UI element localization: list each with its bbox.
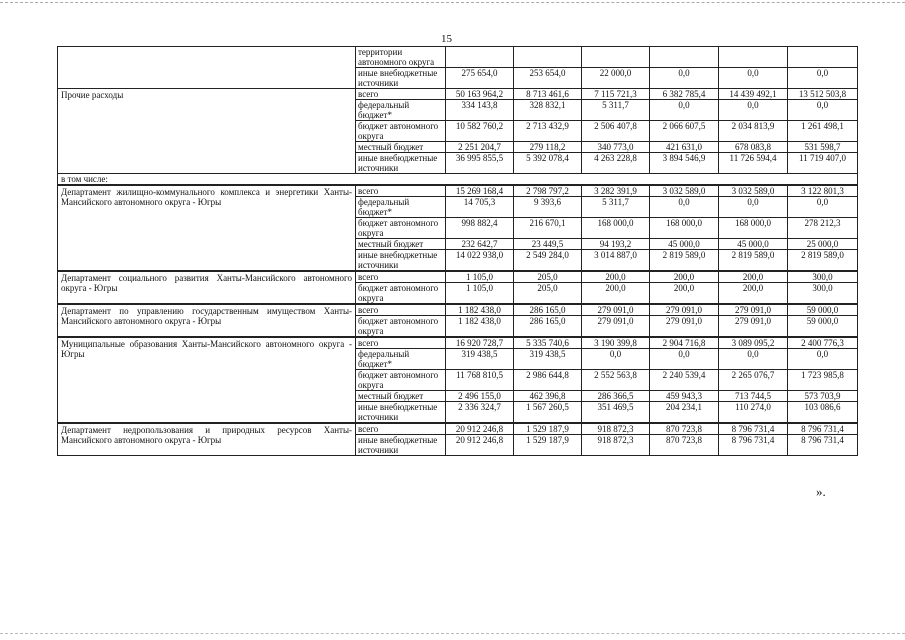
value-cell: 11 719 407,0	[788, 153, 858, 174]
closing-quote: ».	[816, 484, 826, 499]
value-cell: 2 240 539,4	[650, 370, 719, 391]
source-cell: всего	[356, 185, 446, 197]
value-cell: 2 819 589,0	[650, 250, 719, 272]
value-cell: 20 912 246,8	[446, 435, 514, 456]
value-cell: 8 796 731,4	[719, 423, 788, 435]
source-cell: федеральный бюджет*	[356, 349, 446, 370]
value-cell: 200,0	[719, 283, 788, 305]
value-cell: 168 000,0	[719, 218, 788, 239]
value-cell: 918 872,3	[582, 423, 650, 435]
value-cell: 5 311,7	[582, 100, 650, 121]
value-cell: 200,0	[582, 271, 650, 283]
value-cell: 45 000,0	[650, 239, 719, 250]
value-cell: 1 723 985,8	[788, 370, 858, 391]
value-cell: 59 000,0	[788, 316, 858, 338]
value-cell: 59 000,0	[788, 304, 858, 316]
value-cell: 278 212,3	[788, 218, 858, 239]
source-cell: всего	[356, 271, 446, 283]
value-cell: 6 382 785,4	[650, 89, 719, 100]
value-cell: 200,0	[650, 283, 719, 305]
budget-table	[57, 46, 858, 456]
value-cell	[650, 47, 719, 68]
value-cell: 2 400 776,3	[788, 337, 858, 349]
value-cell: 1 105,0	[446, 283, 514, 305]
value-cell: 300,0	[788, 271, 858, 283]
value-cell: 279 091,0	[650, 316, 719, 338]
value-cell: 328 832,1	[514, 100, 582, 121]
value-cell: 0,0	[650, 68, 719, 89]
value-cell: 275 654,0	[446, 68, 514, 89]
value-cell: 713 744,5	[719, 391, 788, 402]
value-cell: 2 819 589,0	[788, 250, 858, 272]
value-cell: 1 261 498,1	[788, 121, 858, 142]
value-cell: 286 165,0	[514, 316, 582, 338]
value-cell: 3 122 801,3	[788, 185, 858, 197]
source-cell: бюджет автономного округа	[356, 218, 446, 239]
value-cell: 0,0	[788, 349, 858, 370]
table-row	[58, 47, 858, 68]
value-cell: 0,0	[719, 349, 788, 370]
value-cell: 3 014 887,0	[582, 250, 650, 272]
value-cell: 4 263 228,8	[582, 153, 650, 174]
group-title: Прочие расходы	[58, 89, 356, 174]
value-cell: 0,0	[788, 197, 858, 218]
value-cell: 3 089 095,2	[719, 337, 788, 349]
value-cell: 531 598,7	[788, 142, 858, 153]
value-cell: 0,0	[719, 68, 788, 89]
value-cell: 279 091,0	[582, 316, 650, 338]
source-cell: местный бюджет	[356, 239, 446, 250]
value-cell: 253 654,0	[514, 68, 582, 89]
value-cell: 2 265 076,7	[719, 370, 788, 391]
source-cell: бюджет автономного округа	[356, 316, 446, 338]
value-cell: 1 529 187,9	[514, 423, 582, 435]
value-cell: 459 943,3	[650, 391, 719, 402]
value-cell: 2 819 589,0	[719, 250, 788, 272]
value-cell: 103 086,6	[788, 402, 858, 424]
value-cell: 2 798 797,2	[514, 185, 582, 197]
source-cell: федеральный бюджет*	[356, 197, 446, 218]
value-cell: 0,0	[788, 68, 858, 89]
value-cell: 2 336 324,7	[446, 402, 514, 424]
value-cell: 25 000,0	[788, 239, 858, 250]
source-cell: бюджет автономного округа	[356, 283, 446, 305]
value-cell: 36 995 855,5	[446, 153, 514, 174]
value-cell: 50 163 964,2	[446, 89, 514, 100]
value-cell: 0,0	[650, 100, 719, 121]
value-cell	[788, 47, 858, 68]
table-row	[58, 174, 858, 186]
value-cell: 94 193,2	[582, 239, 650, 250]
scan-edge-top	[0, 2, 905, 3]
table-row	[58, 337, 858, 349]
value-cell: 2 904 716,8	[650, 337, 719, 349]
value-cell: 16 920 728,7	[446, 337, 514, 349]
value-cell: 279 091,0	[719, 304, 788, 316]
table-row	[58, 89, 858, 100]
value-cell: 2 552 563,8	[582, 370, 650, 391]
value-cell: 573 703,9	[788, 391, 858, 402]
value-cell: 300,0	[788, 283, 858, 305]
value-cell: 319 438,5	[446, 349, 514, 370]
value-cell: 110 274,0	[719, 402, 788, 424]
value-cell	[446, 47, 514, 68]
value-cell: 870 723,8	[650, 435, 719, 456]
value-cell: 3 282 391,9	[582, 185, 650, 197]
value-cell: 286 165,0	[514, 304, 582, 316]
value-cell: 11 768 810,5	[446, 370, 514, 391]
value-cell: 0,0	[719, 100, 788, 121]
value-cell: 678 083,8	[719, 142, 788, 153]
value-cell: 3 190 399,8	[582, 337, 650, 349]
value-cell: 0,0	[650, 197, 719, 218]
source-cell: иные внебюджетные источники	[356, 435, 446, 456]
source-cell: местный бюджет	[356, 142, 446, 153]
value-cell	[514, 47, 582, 68]
source-cell: всего	[356, 89, 446, 100]
value-cell: 5 335 740,6	[514, 337, 582, 349]
source-cell: бюджет автономного округа	[356, 121, 446, 142]
value-cell: 2 713 432,9	[514, 121, 582, 142]
including-label: в том числе:	[58, 174, 858, 186]
department-name: Департамент недропользования и природных ресурсов Ханты-Мансийского автономного округа - Югры	[58, 423, 356, 456]
source-cell: иные внебюджетные источники	[356, 68, 446, 89]
value-cell: 0,0	[650, 349, 719, 370]
value-cell: 200,0	[582, 283, 650, 305]
source-cell: местный бюджет	[356, 391, 446, 402]
value-cell: 918 872,3	[582, 435, 650, 456]
value-cell: 200,0	[650, 271, 719, 283]
value-cell: 0,0	[719, 197, 788, 218]
continuation-cell	[58, 47, 356, 89]
value-cell: 7 115 721,3	[582, 89, 650, 100]
value-cell: 421 631,0	[650, 142, 719, 153]
value-cell: 1 105,0	[446, 271, 514, 283]
value-cell: 14 439 492,1	[719, 89, 788, 100]
value-cell: 1 567 260,5	[514, 402, 582, 424]
value-cell: 286 366,5	[582, 391, 650, 402]
value-cell: 2 251 204,7	[446, 142, 514, 153]
value-cell: 279 091,0	[719, 316, 788, 338]
table-row	[58, 304, 858, 316]
source-cell: федеральный бюджет*	[356, 100, 446, 121]
value-cell: 15 269 168,4	[446, 185, 514, 197]
value-cell: 232 642,7	[446, 239, 514, 250]
value-cell: 8 796 731,4	[788, 423, 858, 435]
value-cell	[582, 47, 650, 68]
value-cell: 3 032 589,0	[650, 185, 719, 197]
value-cell: 14 705,3	[446, 197, 514, 218]
value-cell: 22 000,0	[582, 68, 650, 89]
table-row	[58, 185, 858, 197]
value-cell: 2 034 813,9	[719, 121, 788, 142]
value-cell: 319 438,5	[514, 349, 582, 370]
value-cell: 23 449,5	[514, 239, 582, 250]
value-cell: 10 582 760,2	[446, 121, 514, 142]
value-cell: 279 118,2	[514, 142, 582, 153]
budget-table-body	[58, 47, 858, 456]
value-cell: 279 091,0	[650, 304, 719, 316]
page-number: 15	[441, 33, 452, 45]
value-cell: 20 912 246,8	[446, 423, 514, 435]
table-row	[58, 271, 858, 283]
value-cell: 2 066 607,5	[650, 121, 719, 142]
value-cell: 14 022 938,0	[446, 250, 514, 272]
department-name: Муниципальные образования Ханты-Мансийского автономного округа - Югры	[58, 337, 356, 423]
value-cell: 216 670,1	[514, 218, 582, 239]
value-cell: 5 392 078,4	[514, 153, 582, 174]
value-cell: 340 773,0	[582, 142, 650, 153]
value-cell: 204 234,1	[650, 402, 719, 424]
value-cell: 8 796 731,4	[788, 435, 858, 456]
source-cell: всего	[356, 423, 446, 435]
value-cell	[719, 47, 788, 68]
value-cell: 2 549 284,0	[514, 250, 582, 272]
source-cell: иные внебюджетные источники	[356, 153, 446, 174]
value-cell: 13 512 503,8	[788, 89, 858, 100]
value-cell: 8 713 461,6	[514, 89, 582, 100]
scan-edge-bottom	[0, 633, 905, 634]
source-cell: иные внебюджетные источники	[356, 402, 446, 424]
value-cell: 1 182 438,0	[446, 316, 514, 338]
source-cell: бюджет автономного округа	[356, 370, 446, 391]
value-cell: 0,0	[582, 349, 650, 370]
value-cell: 2 986 644,8	[514, 370, 582, 391]
value-cell: 2 506 407,8	[582, 121, 650, 142]
value-cell: 8 796 731,4	[719, 435, 788, 456]
value-cell: 3 032 589,0	[719, 185, 788, 197]
value-cell: 2 496 155,0	[446, 391, 514, 402]
value-cell: 1 182 438,0	[446, 304, 514, 316]
value-cell: 3 894 546,9	[650, 153, 719, 174]
value-cell: 168 000,0	[582, 218, 650, 239]
value-cell: 205,0	[514, 271, 582, 283]
value-cell: 200,0	[719, 271, 788, 283]
value-cell: 870 723,8	[650, 423, 719, 435]
value-cell: 168 000,0	[650, 218, 719, 239]
value-cell: 462 396,8	[514, 391, 582, 402]
department-name: Департамент жилищно-коммунального комплекса и энергетики Ханты-Мансийского автономного округа - Югры	[58, 185, 356, 271]
value-cell: 279 091,0	[582, 304, 650, 316]
source-cell: всего	[356, 304, 446, 316]
value-cell: 334 143,8	[446, 100, 514, 121]
value-cell: 205,0	[514, 283, 582, 305]
table-row	[58, 423, 858, 435]
department-name: Департамент социального развития Ханты-Мансийского автономного округа - Югры	[58, 271, 356, 304]
value-cell: 351 469,5	[582, 402, 650, 424]
value-cell: 0,0	[788, 100, 858, 121]
value-cell: 11 726 594,4	[719, 153, 788, 174]
value-cell: 998 882,4	[446, 218, 514, 239]
source-cell: территории автономного округа	[356, 47, 446, 68]
value-cell: 9 393,6	[514, 197, 582, 218]
value-cell: 45 000,0	[719, 239, 788, 250]
source-cell: иные внебюджетные источники	[356, 250, 446, 272]
value-cell: 5 311,7	[582, 197, 650, 218]
department-name: Департамент по управлению государственным имуществом Ханты-Мансийского автономного округа - Югры	[58, 304, 356, 337]
value-cell: 1 529 187,9	[514, 435, 582, 456]
source-cell: всего	[356, 337, 446, 349]
